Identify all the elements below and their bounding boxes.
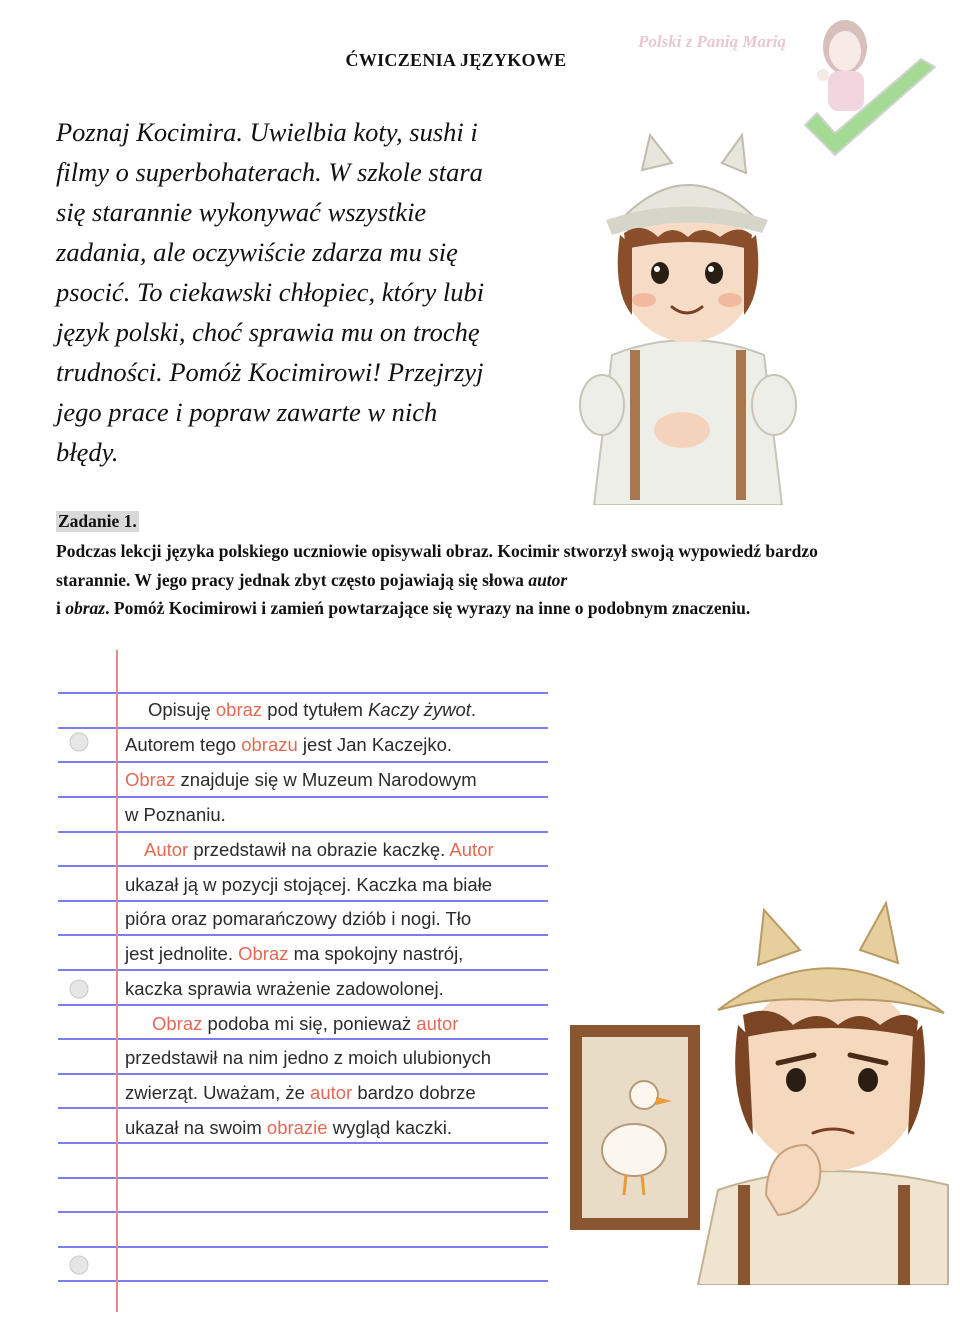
notebook-line: jest jednolite. Obraz ma spokojny nastrój, bbox=[125, 943, 464, 964]
notebook-line: pióra oraz pomarańczowy dziób i nogi. Tło bbox=[125, 908, 472, 929]
notebook-line: w Poznaniu. bbox=[125, 804, 226, 825]
task-text-part: . Pomóż Kocimirowi i zamień powtarzające się wyrazy na inne o podobnym znaczeniu. bbox=[105, 598, 751, 619]
notebook-line: Obraz znajduje się w Muzeum Narodowym bbox=[125, 769, 477, 790]
intro-line: błędy. bbox=[56, 437, 119, 467]
page-title: ĆWICZENIA JĘZYKOWE bbox=[345, 50, 567, 70]
task-text-part: Podczas lekcji języka polskiego uczniowie opisywali obraz. Kocimir stworzył swoją wypowiedź bardzo starannie. W jego pracy jednak zbyt często pojawiają się słowa bbox=[56, 541, 818, 590]
kocimir-thinking-illustration bbox=[568, 895, 958, 1285]
notebook-sheet bbox=[58, 650, 548, 1312]
notebook-line: zwierząt. Uważam, że autor bardzo dobrze bbox=[125, 1082, 476, 1103]
intro-line: psocić. To ciekawski chłopiec, który lubi bbox=[56, 277, 485, 307]
notebook-line: ukazał ją w pozycji stojącej. Kaczka ma białe bbox=[125, 874, 493, 895]
intro-line: Poznaj Kocimira. Uwielbia koty, sushi i bbox=[56, 117, 478, 147]
intro-line: filmy o superbohaterach. W szkole stara bbox=[56, 157, 483, 187]
task-word-autor: autor bbox=[528, 569, 568, 590]
notebook-line: Autorem tego obrazu jest Jan Kaczejko. bbox=[125, 734, 453, 755]
notebook-line: Opisuję obraz pod tytułem Kaczy żywot. bbox=[148, 699, 477, 720]
notebook-line: ukazał na swoim obrazie wygląd kaczki. bbox=[125, 1117, 452, 1138]
intro-line: trudności. Pomóż Kocimirowi! Przejrzyj bbox=[56, 357, 484, 387]
intro-line: się starannie wykonywać wszystkie bbox=[56, 197, 427, 227]
notebook-line: kaczka sprawia wrażenie zadowolonej. bbox=[125, 978, 444, 999]
intro-line: zadania, ale oczywiście zdarza mu się bbox=[56, 237, 458, 267]
task-text-part: i bbox=[56, 598, 66, 619]
task-label: Zadanie 1. bbox=[58, 511, 137, 531]
intro-paragraph bbox=[56, 112, 556, 472]
task-instructions bbox=[56, 537, 866, 623]
brand-watermark: Polski z Panią Marią bbox=[638, 32, 786, 51]
kocimir-smiling-illustration bbox=[572, 125, 804, 505]
teacher-checkmark-illustration bbox=[795, 5, 945, 175]
intro-line: jego prace i popraw zawarte w nich bbox=[56, 397, 438, 427]
task-word-obraz: obraz bbox=[65, 598, 106, 619]
notebook-line: Obraz podoba mi się, ponieważ autor bbox=[152, 1013, 459, 1034]
notebook-line: przedstawił na nim jedno z moich ulubionych bbox=[125, 1047, 492, 1068]
intro-line: język polski, choć sprawia mu on trochę bbox=[56, 317, 480, 347]
notebook-line: Autor przedstawił na obrazie kaczkę. Autor bbox=[144, 839, 494, 860]
